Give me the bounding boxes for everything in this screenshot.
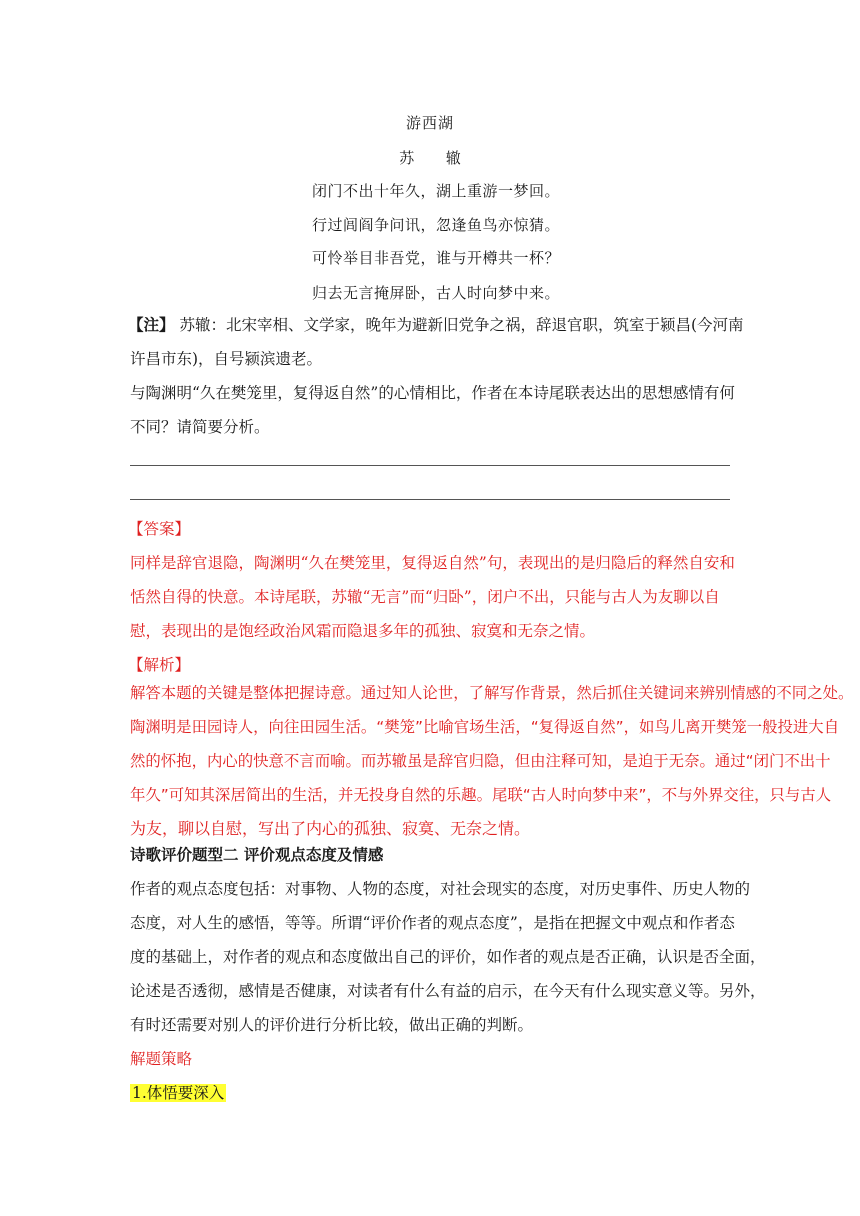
poem-author-surname: 苏 (399, 149, 415, 167)
poem-line: 归去无言掩屏卧，古人时向梦中来。 (312, 284, 561, 302)
analysis-line: 然的怀抱，内心的快意不言而喻。而苏辙虽是辞官归隐，但由注释可知，是迫于无奈。通过“闭门不出十 (130, 752, 831, 770)
analysis-label: 【解析】 (128, 656, 191, 674)
section-heading: 诗歌评价题型二 评价观点态度及情感 (130, 845, 384, 864)
question-line: 与陶渊明“久在樊笼里，复得返自然”的心情相比，作者在本诗尾联表达出的思想感情有何 (130, 384, 735, 402)
answer-line: 慰，表现出的是饱经政治风霜而隐退多年的孤独、寂寞和无奈之情。 (130, 622, 596, 640)
answer-label: 【答案】 (128, 520, 191, 538)
poem-line: 行过闾阎争问讯，忽逢鱼鸟亦惊猜。 (312, 216, 561, 234)
strategy-point-text: 1.体悟要深入 (132, 1084, 225, 1102)
note-label: 【注】 (128, 315, 175, 334)
strategy-point (130, 1076, 732, 1110)
poem-author-given: 辙 (445, 149, 461, 167)
note-line (128, 308, 744, 342)
section-line: 有时还需要对别人的评价进行分析比较，做出正确的判断。 (130, 1016, 534, 1034)
note-text: 苏辙：北宋宰相、文学家，晚年为避新旧党争之祸，辞退官职，筑室于颍昌(今河南 (174, 316, 744, 334)
section-line: 态度，对人生的感悟，等等。所谓“评价作者的观点态度”，是指在把握文中观点和作者态 (130, 914, 735, 932)
answer-line: 同样是辞官退隐，陶渊明“久在樊笼里，复得返自然”句，表现出的是归隐后的释然自安和 (130, 554, 735, 572)
answer-line-rule (130, 465, 730, 466)
poem-line: 可怜举目非吾党，谁与开樽共一杯？ (312, 249, 561, 267)
poem-line: 闭门不出十年久，湖上重游一梦回。 (312, 182, 561, 200)
section-line: 度的基础上，对作者的观点和态度做出自己的评价，如作者的观点是否正确，认识是否全面， (130, 948, 766, 966)
analysis-line: 年久”可知其深居简出的生活，并无投身自然的乐趣。尾联“古人时向梦中来”，不与外界交往，只与古人 (130, 786, 832, 804)
question-line: 不同？请简要分析。 (130, 418, 270, 436)
section-line: 作者的观点态度包括：对事物、人物的态度，对社会现实的态度，对历史事件、历史人物的 (130, 880, 751, 898)
section-line: 论述是否透彻，感情是否健康，对读者有什么有益的启示，在今天有什么现实意义等。另外， (130, 982, 766, 1000)
poem-author (0, 147, 860, 168)
analysis-line: 陶渊明是田园诗人，向往田园生活。“樊笼”比喻官场生活，“复得返自然”，如鸟儿离开樊笼一般投进大自 (130, 718, 840, 736)
answer-line: 恬然自得的快意。本诗尾联，苏辙“无言”而“归卧”，闭户不出，只能与古人为友聊以自 (130, 588, 720, 606)
analysis-line: 解答本题的关键是整体把握诗意。通过知人论世，了解写作背景，然后抓住关键词来辨别情感的不同之处。 (130, 684, 854, 702)
analysis-line: 为友，聊以自慰，写出了内心的孤独、寂寞、无奈之情。 (130, 819, 531, 838)
poem-title: 游西湖 (405, 114, 454, 132)
strategy-label: 解题策略 (130, 1050, 193, 1068)
note-line: 许昌市东)，自号颍滨遗老。 (130, 350, 323, 368)
answer-line-rule (130, 499, 730, 500)
